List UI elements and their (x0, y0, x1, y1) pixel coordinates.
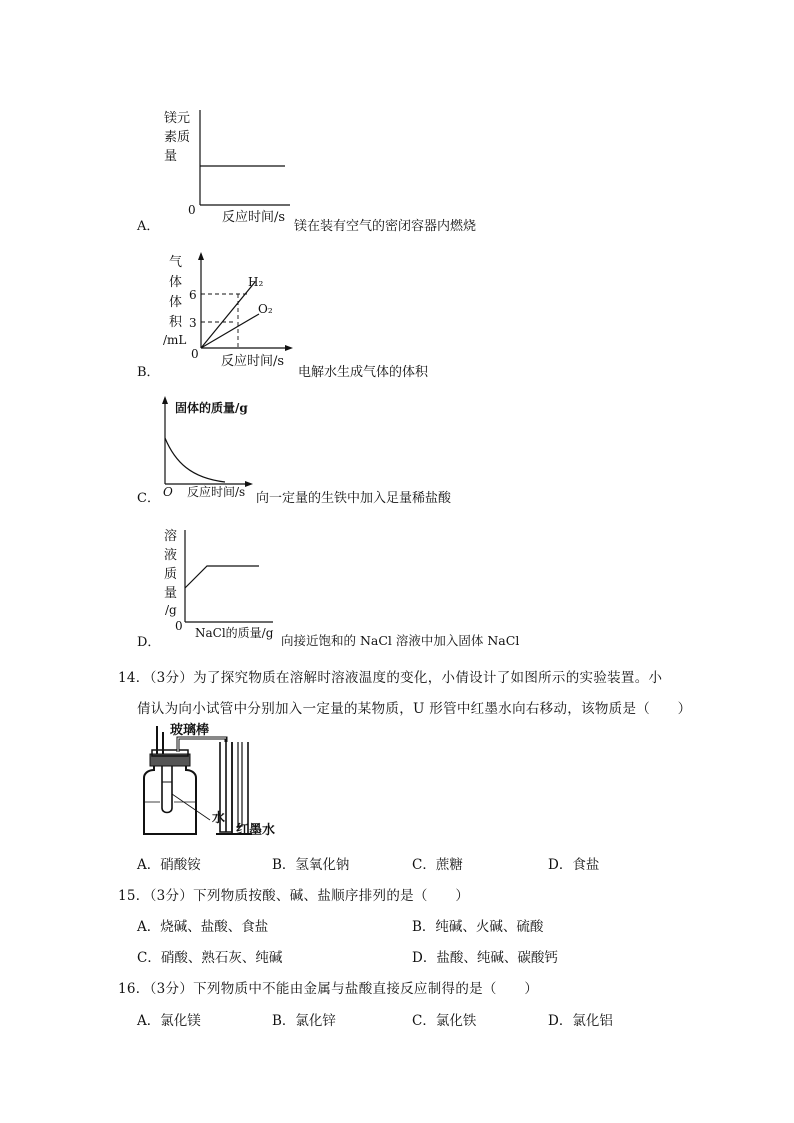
graph-c-curve (165, 438, 225, 482)
graph-b-axes (198, 252, 293, 351)
graph-d-origin: 0 (175, 619, 183, 633)
graph-c-xlabel: 反应时间/s (187, 485, 246, 499)
option-d-letter: D． (137, 635, 161, 650)
q14-choice-b[interactable]: B．氢氧化钠 (272, 857, 350, 873)
graph-b-tick-6: 6 (189, 288, 197, 302)
flask (144, 758, 196, 834)
graph-c (155, 392, 265, 504)
q16-choice-b[interactable]: B．氯化锌 (272, 1013, 336, 1029)
option-b-caption: 电解水生成气体的体积 (298, 365, 429, 380)
graph-b-ylabel-5: /mL (163, 333, 187, 347)
graph-b-ylabel-4: 积 (169, 315, 183, 330)
graph-a-axes (200, 110, 290, 205)
q15-stem: 15．（3分）下列物质按酸、碱、盐顺序排列的是（ ） (118, 888, 470, 904)
q14-choice-d[interactable]: D．食盐 (548, 857, 600, 873)
graph-d-axes (185, 530, 273, 622)
graph-d-ylabel-2: 液 (164, 548, 178, 563)
graph-d-ylabel-4: 量 (164, 586, 178, 601)
graph-a-ylabel-1: 镁元 (164, 111, 191, 126)
option-a-caption: 镁在装有空气的密闭容器内燃烧 (294, 219, 477, 234)
q15-choice-c[interactable]: C．硝酸、熟石灰、纯碱 (137, 950, 283, 966)
graph-a-ylabel-2: 素质 (164, 130, 191, 145)
q16-choice-d[interactable]: D．氯化铝 (548, 1013, 613, 1029)
label-glass-rod: 玻璃棒 (170, 723, 210, 738)
q16-choice-c[interactable]: C．氯化铁 (412, 1013, 477, 1029)
q14-apparatus-figure (130, 722, 300, 840)
graph-b-ylabel-3: 体 (169, 295, 183, 310)
q14-stem-line2: 倩认为向小试管中分别加入一定量的某物质，U 形管中红墨水向右移动，该物质是（ ） (137, 701, 692, 717)
label-red-ink: 红墨水 (236, 823, 276, 838)
graph-b-h2-line (201, 282, 255, 348)
label-water: 水 (212, 811, 226, 826)
graph-b-o2-label: O₂ (258, 302, 273, 316)
option-d-caption: 向接近饱和的 NaCl 溶液中加入固体 NaCl (281, 633, 520, 648)
graph-d-ylabel-1: 溶 (164, 529, 178, 544)
graph-c-origin: O (163, 485, 173, 499)
graph-d (155, 526, 280, 644)
option-c-caption: 向一定量的生铁中加入足量稀盐酸 (256, 491, 452, 506)
graph-b-origin: 0 (191, 347, 199, 361)
q14-choice-c[interactable]: C．蔗糖 (412, 857, 463, 873)
graph-b (155, 250, 300, 372)
graph-d-ylabel-5: /g (165, 603, 177, 617)
option-a-letter: A． (137, 219, 160, 234)
q16-stem: 16．（3分）下列物质中不能由金属与盐酸直接反应制得的是（ ） (118, 981, 539, 997)
q14-choice-a[interactable]: A．硝酸铵 (137, 857, 201, 873)
graph-a-xlabel: 反应时间/s (222, 210, 286, 225)
graph-a-ylabel-3: 量 (164, 149, 178, 164)
graph-c-ylabel: 固体的质量/g (175, 401, 248, 415)
q16-choice-a[interactable]: A．氯化镁 (137, 1013, 201, 1029)
graph-b-tick-3: 3 (189, 316, 197, 330)
graph-a-origin: 0 (188, 203, 196, 217)
option-b-letter: B． (137, 365, 160, 380)
graph-b-h2-label: H₂ (248, 275, 264, 289)
q15-choice-a[interactable]: A．烧碱、盐酸、食盐 (137, 919, 269, 935)
q14-stem-line1: 14．（3分）为了探究物质在溶解时溶液温度的变化，小倩设计了如图所示的实验装置。小 (118, 670, 663, 686)
graph-a (150, 100, 310, 225)
graph-d-line (185, 566, 259, 588)
graph-d-ylabel-3: 质 (164, 567, 178, 582)
graph-b-ylabel-2: 体 (169, 275, 183, 290)
graph-b-o2-line (201, 314, 259, 348)
q15-choice-b[interactable]: B．纯碱、火碱、硫酸 (412, 919, 544, 935)
graph-b-ylabel-1: 气 (169, 255, 183, 270)
q15-choice-d[interactable]: D．盐酸、纯碱、碳酸钙 (412, 950, 558, 966)
test-tube (162, 766, 172, 813)
graph-b-xlabel: 反应时间/s (221, 354, 285, 369)
option-c-letter: C． (137, 491, 160, 506)
graph-d-xlabel: NaCl的质量/g (195, 626, 274, 640)
